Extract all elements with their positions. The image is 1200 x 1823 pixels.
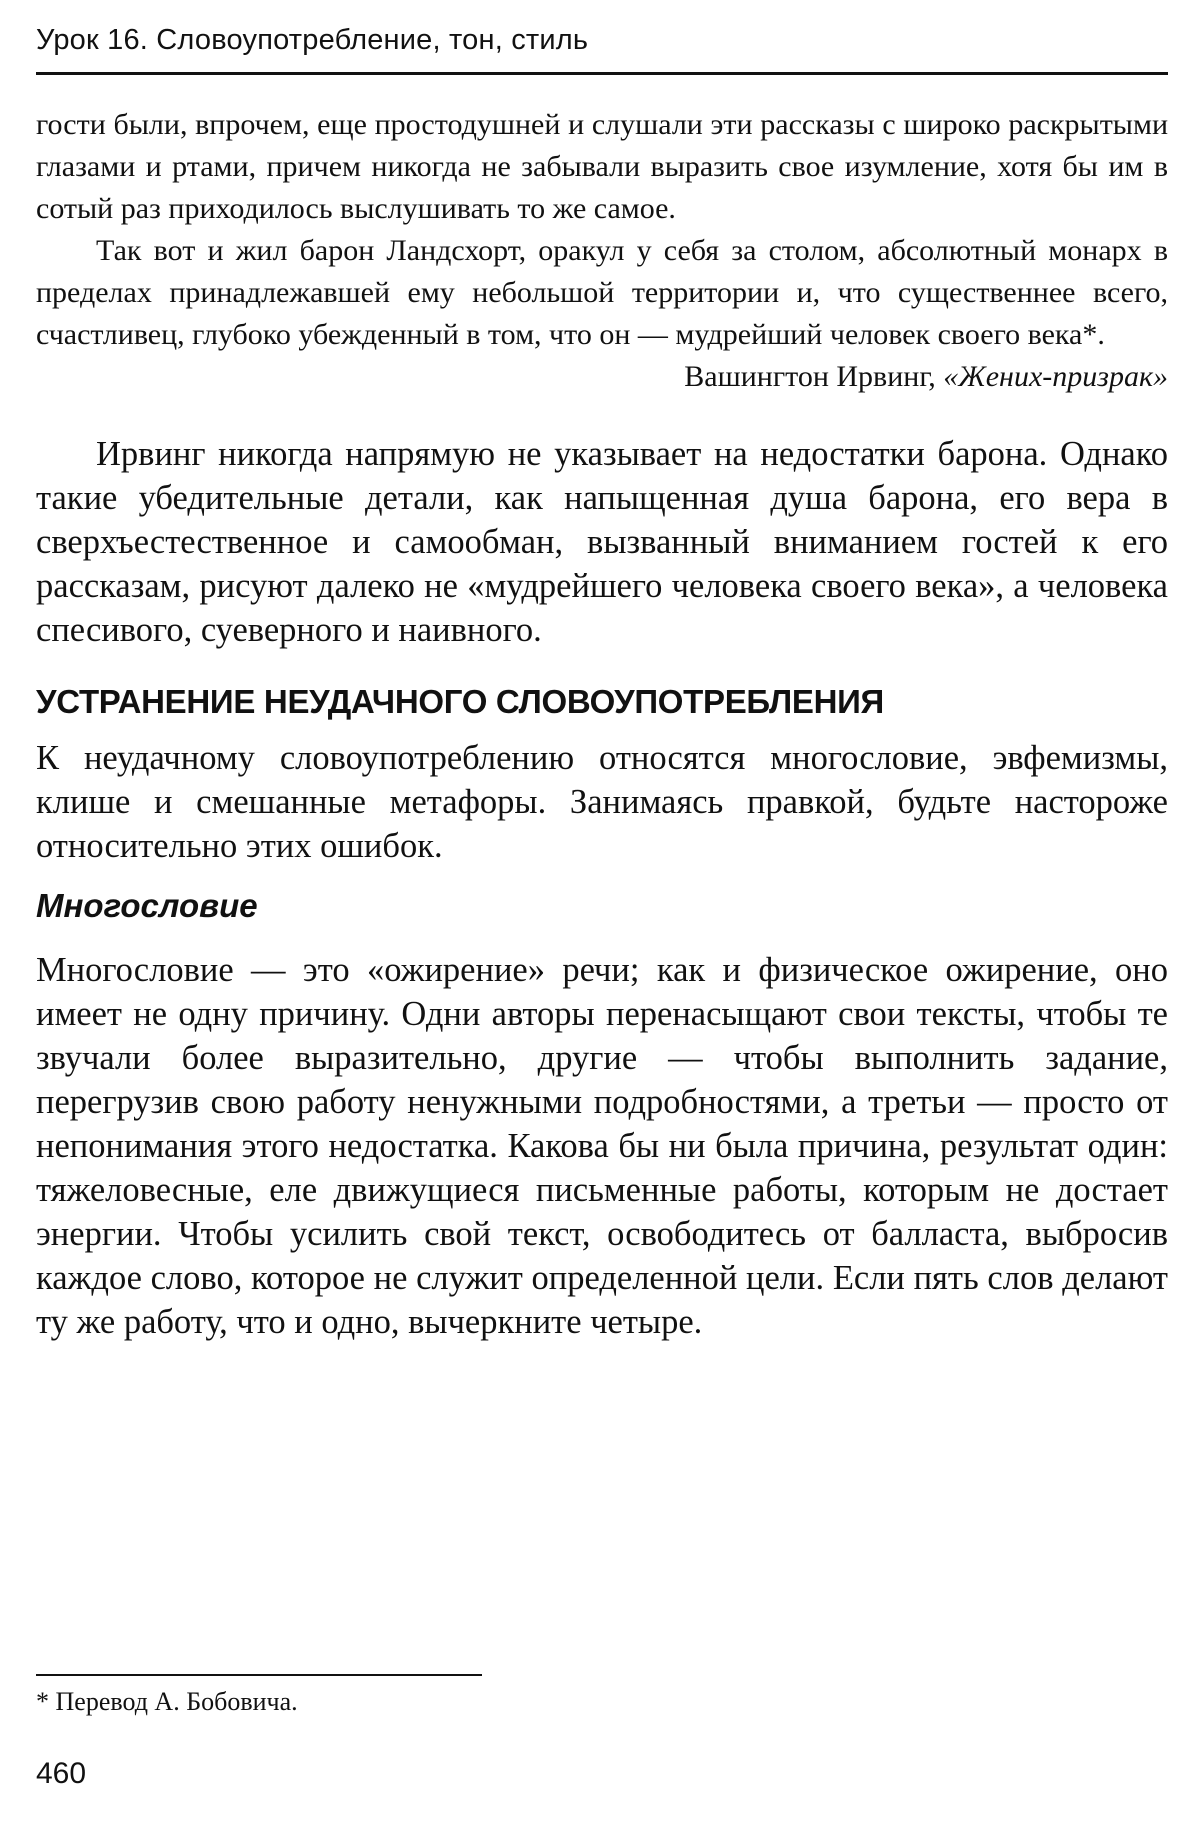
wordiness-paragraph: Многословие — это «ожирение» речи; как и физическое ожирение, оно имеет не одну причину. Одни авторы перенасыщают свои тексты, чтобы те звучали более выразительно, другие — чтобы выполнить задание, перегрузив свою работу ненужными подробностями, а третьи — просто от непонимания этого недостатка. Какова бы ни была причина, результат один: тяжеловесные, еле движущиеся письменные работы, которым не достает энергии. Чтобы усилить свой текст, освободитесь от балласта, выбросив каждое слово, которое не служит определенной цели. Если пять слов делают ту же работу, что и одно, вычеркните четыре. — [36, 951, 1168, 1341]
analysis-paragraph: Ирвинг никогда напрямую не указывает на недостатки барона. Однако такие убедительные детали, как напыщенная душа барона, его вера в сверхъестественное и самообман, вызванный вниманием гостей к его рассказам, рисуют далеко не «мудрейшего человека своего века», а человека спесивого, суеверного и наивного. — [36, 435, 1168, 649]
attribution-author: Вашингтон Ирвинг, — [684, 360, 936, 393]
quote-attribution — [36, 356, 1168, 398]
spacer — [36, 398, 1168, 432]
attribution-work: «Жених-призрак» — [943, 360, 1168, 393]
subheading: Многословие — [36, 887, 258, 924]
quote-paragraph-2: Так вот и жил барон Ландсхорт, оракул у себя за столом, абсолютный монарх в пределах принадлежавшей ему небольшой территории и, что существеннее всего, счастливец, глубоко убежденный в том, что он — мудрейший человек своего века*. — [36, 234, 1168, 351]
footnote: * Перевод А. Бобовича. — [36, 1687, 298, 1716]
page-body — [36, 104, 1168, 1344]
book-page — [36, 0, 1168, 1823]
page-number: 460 — [36, 1757, 87, 1790]
running-head: Урок 16. Словоупотребление, тон, стиль — [36, 24, 589, 56]
header-rule — [36, 72, 1168, 75]
footnote-rule — [36, 1674, 482, 1676]
section-intro-paragraph: К неудачному словоупотреблению относятся многословие, эвфемизмы, клише и смешанные метафоры. Занимаясь правкой, будьте настороже относительно этих ошибок. — [36, 739, 1168, 865]
quote-paragraph-1: гости были, впрочем, еще простодушней и слушали эти рассказы с широко раскрытыми глазами и ртами, причем никогда не забывали выразить свое изумление, хотя бы им в сотый раз приходилось выслушивать то же самое. — [36, 108, 1168, 225]
section-heading: УСТРАНЕНИЕ НЕУДАЧНОГО СЛОВОУПОТРЕБЛЕНИЯ — [36, 683, 884, 720]
